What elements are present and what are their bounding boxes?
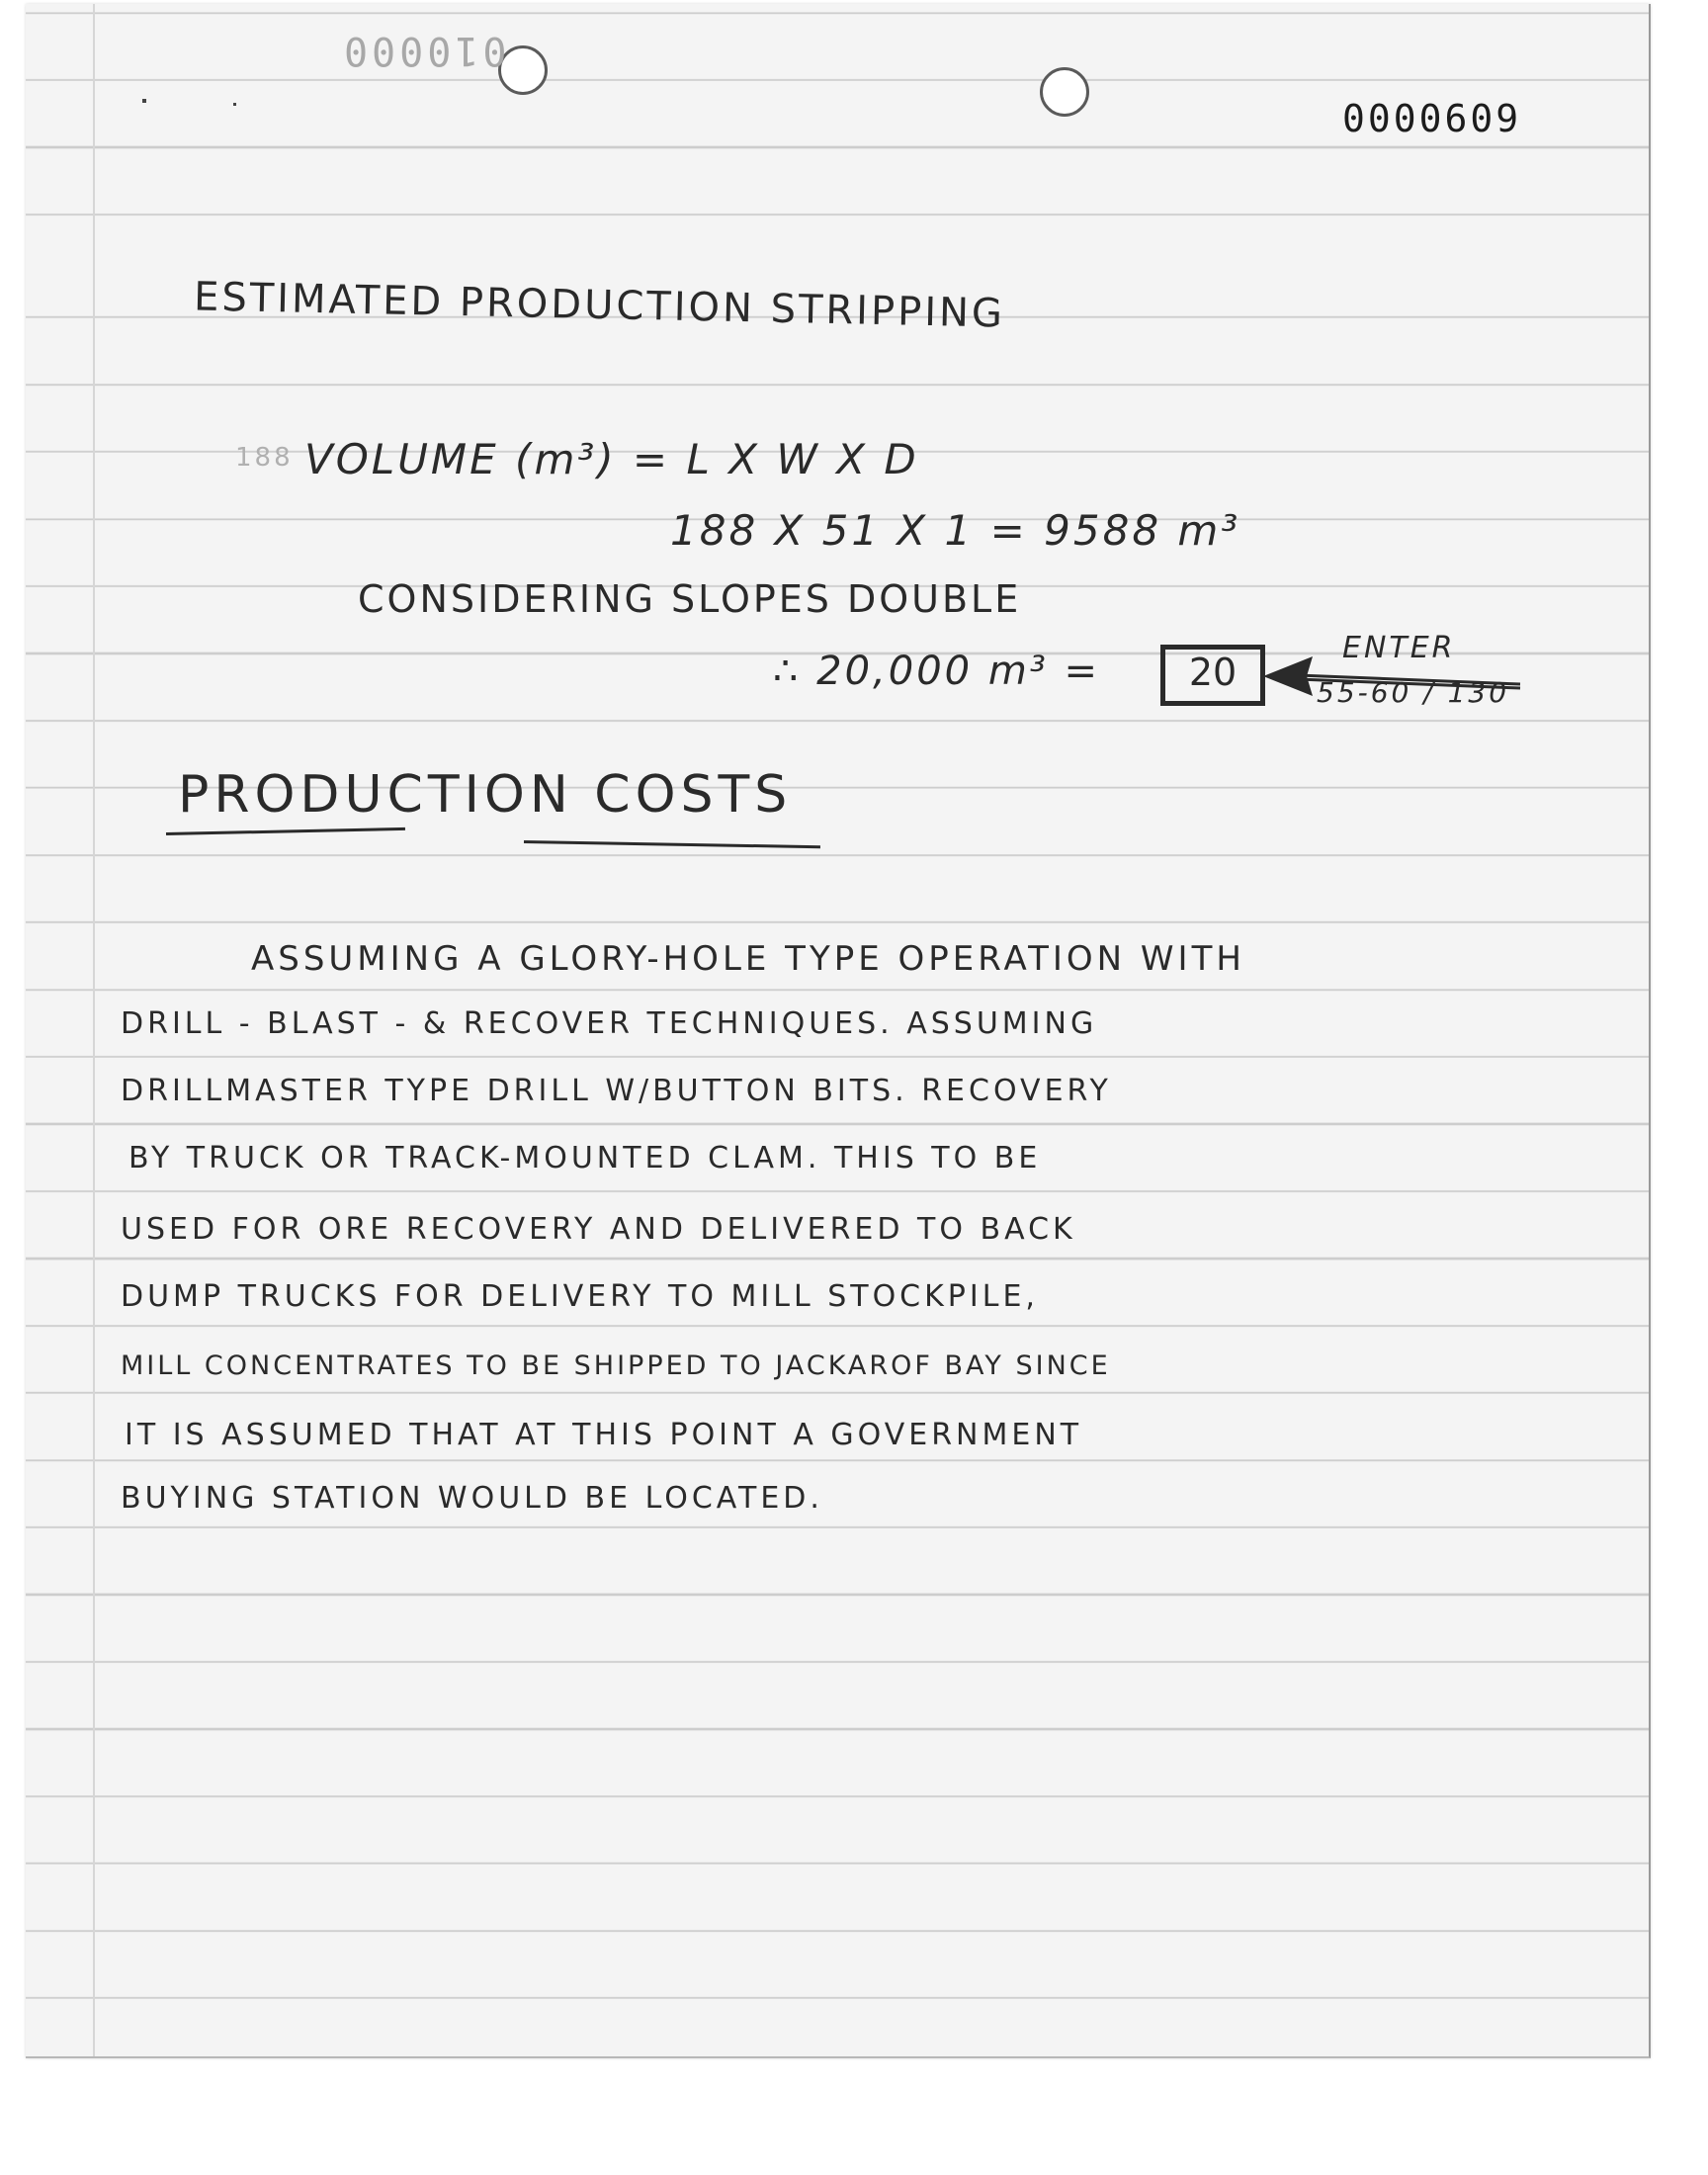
margin-note: 188 xyxy=(235,443,294,473)
cost-note-line: IT IS ASSUMED THAT AT THIS POINT A GOVERNMENT xyxy=(125,1418,1083,1452)
scan-mark xyxy=(233,103,236,106)
enter-label: ENTER xyxy=(1342,631,1456,665)
cost-note-line: USED FOR ORE RECOVERY AND DELIVERED TO BACK xyxy=(121,1212,1076,1247)
volume-formula: VOLUME (m³) = L X W X D xyxy=(304,435,919,483)
cost-note-line: BY TRUCK OR TRACK-MOUNTED CLAM. THIS TO BE xyxy=(128,1141,1042,1175)
cost-note-line: DRILL - BLAST - & RECOVER TECHNIQUES. ASSUMING xyxy=(121,1006,1098,1041)
stripping-result-box: 20 xyxy=(1160,645,1265,706)
cost-note-line: MILL CONCENTRATES TO BE SHIPPED TO JACKAROF BAY SINCE xyxy=(121,1350,1111,1381)
punch-hole-right xyxy=(1040,67,1089,117)
faded-page-number: 010000 xyxy=(340,28,507,73)
notebook-page xyxy=(26,4,1651,2058)
cost-note-line: ASSUMING A GLORY-HOLE TYPE OPERATION WITH xyxy=(251,939,1245,979)
cost-note-line: DUMP TRUCKS FOR DELIVERY TO MILL STOCKPILE, xyxy=(121,1279,1039,1314)
heading-underline xyxy=(524,840,820,848)
production-costs-heading: PRODUCTION COSTS xyxy=(178,765,793,825)
cost-note-line: DRILLMASTER TYPE DRILL W/BUTTON BITS. RECOVERY xyxy=(121,1074,1112,1108)
document-control-number: 0000609 xyxy=(1342,97,1522,140)
stripping-result: ∴ 20,000 m³ = xyxy=(773,649,1101,694)
volume-calculation: 188 X 51 X 1 = 9588 m³ xyxy=(670,506,1241,555)
page-margin-line xyxy=(93,4,95,2056)
stripping-title: ESTIMATED PRODUCTION STRIPPING xyxy=(193,274,1006,337)
enter-reference: 55-60 / 130 xyxy=(1317,676,1510,709)
cost-note-line: BUYING STATION WOULD BE LOCATED. xyxy=(121,1481,823,1516)
heading-underline xyxy=(166,827,405,835)
scan-mark xyxy=(142,99,146,103)
slopes-note: CONSIDERING SLOPES DOUBLE xyxy=(358,577,1022,621)
